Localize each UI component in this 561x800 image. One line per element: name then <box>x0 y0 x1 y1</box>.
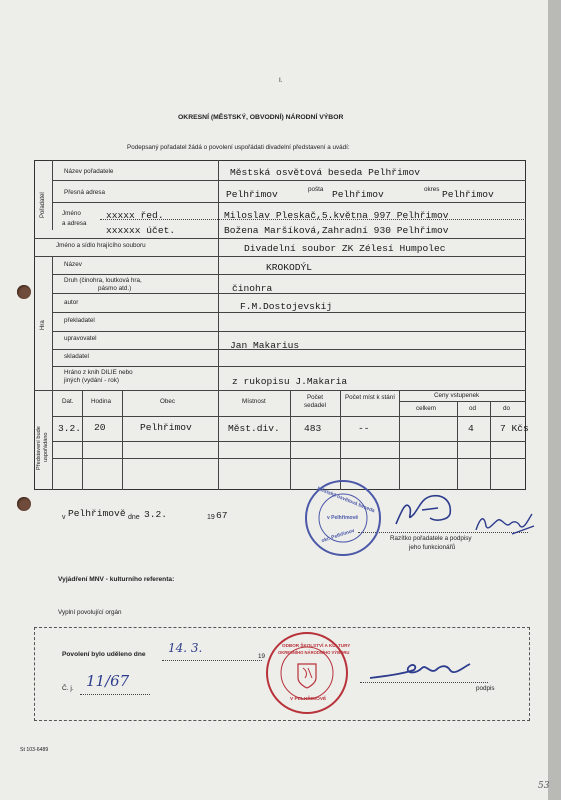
upravovatel-value: Jan Makarius <box>230 340 300 351</box>
predstaveni-label-2: uspořádáno <box>43 432 49 462</box>
col-mistnost-header: Místnost <box>242 398 266 405</box>
organizer-signature-2 <box>472 500 542 540</box>
row-cena-do: 7 Kčs <box>500 423 529 434</box>
signing-caption-1: Razítko pořadatele a podpisy <box>390 535 472 542</box>
soubor-label: Jméno a sídlo hrajícího souboru <box>56 242 146 249</box>
col-dat-header: Dat. <box>62 398 74 405</box>
v-label: v <box>62 514 66 521</box>
hra-nazev-label: Název <box>64 261 82 268</box>
autor-value: F.M.Dostojevskij <box>240 301 333 312</box>
druh-value: činohra <box>232 283 273 294</box>
signing-caption-2: jeho funkcionářů <box>409 544 456 551</box>
row-hodina: 20 <box>94 422 106 433</box>
organ-label: Vyplní povolující orgán <box>58 609 122 616</box>
signing-date: 3.2. <box>144 509 168 520</box>
form-title: OKRESNÍ (MĚSTSKÝ, OBVODNÍ) NÁRODNÍ VÝBOR <box>178 114 344 121</box>
row-dat: 3.2. <box>58 423 82 434</box>
signing-place: Pelhřimově <box>68 508 126 519</box>
signing-year: 67 <box>216 510 228 521</box>
soubor-value: Divadelní soubor ZK Zélesí Humpolec <box>244 243 446 254</box>
punch-hole-top <box>17 285 31 299</box>
nazev-poradatele-label: Název pořadatele <box>64 168 114 175</box>
authority-stamp-text-1: ODBOR ŠKOLSTVÍ A KULTURY <box>282 643 351 648</box>
prekladatel-label: překladatel <box>64 317 95 324</box>
posta-value: Pelhřimov <box>332 189 384 200</box>
cj-value: 11/67 <box>86 672 130 690</box>
povoleni-date: 14. 3. <box>168 641 203 655</box>
povoleni-label: Povolení bylo uděleno dne <box>62 651 146 658</box>
podpis-label: podpis <box>476 685 495 692</box>
mnv-label: Vyjádření MNV - kulturního referenta: <box>58 576 175 583</box>
row-pocet-mist: -- <box>358 423 370 434</box>
col-do-header: do <box>503 405 511 412</box>
dne-label: dne <box>128 514 140 521</box>
authority-stamp-text-3: V PELHŘIMOVĚ <box>290 697 327 702</box>
skladatel-label: skladatel <box>64 353 89 360</box>
signing-year-prefix: 19 <box>207 514 215 521</box>
col-pocet-mist-header: Počet míst k stání <box>344 394 396 401</box>
hra-section-label: Hra <box>40 320 46 330</box>
organizer-stamp-text-3: okr. Pelhřimov <box>320 527 356 545</box>
predstaveni-label-1: Představení bude <box>36 426 42 470</box>
organizer-stamp-text-2: v Pelhřimově <box>327 515 359 521</box>
cj-label: Č. j. <box>62 685 74 692</box>
punch-hole-bottom <box>17 497 31 511</box>
hrano-label-1: Hráno z knih DILIE nebo <box>64 369 133 376</box>
a-adresa-label: a adresa <box>62 220 87 227</box>
ucetni-value: Božena Maršíková,Zahradní 930 Pelhřimov <box>224 225 449 236</box>
row-obec: Pelhřimov <box>140 422 192 433</box>
okres-value: Pelhřimov <box>442 189 494 200</box>
hra-nazev-value: KROKODÝL <box>266 262 313 273</box>
posta-label: pošta <box>308 186 324 193</box>
page-number: 53 <box>538 781 550 791</box>
okres-label: okres <box>424 186 440 193</box>
povoleni-year-prefix: 19 <box>258 653 266 660</box>
druh-label-2: pásmo atd.) <box>98 285 132 292</box>
form-intro: Podepsaný pořadatel žádá o povolení uspořádati divadelní představení a uvádí: <box>127 144 350 151</box>
organizer-stamp-text-1: Městská osvětová beseda <box>316 485 376 515</box>
autor-label: autor <box>64 299 79 306</box>
nazev-poradatele-value: Městská osvětová beseda Pelhřimov <box>230 167 420 178</box>
form-number: St 103-6489 <box>20 747 49 753</box>
col-pocet-sedadel-header: Počet sedadel <box>303 394 327 409</box>
upravovatel-label: upravovatel <box>64 335 97 342</box>
hrano-value: z rukopisu J.Makaria <box>232 376 348 387</box>
hrano-label-2: jiných (vydání - rok) <box>64 377 119 384</box>
col-od-header: od <box>469 405 477 412</box>
jmeno-label: Jméno <box>62 210 81 217</box>
presna-adresa-label: Přesná adresa <box>64 189 105 196</box>
col-celkem-header: celkem <box>416 405 436 412</box>
col-hodina-header: Hodina <box>91 398 111 405</box>
row-mistnost: Měst.div. <box>228 423 280 434</box>
col-obec-header: Obec <box>160 398 176 405</box>
organizer-signature-1 <box>392 480 482 530</box>
authority-stamp-text-2: OKRESNÍHO NÁRODNÍHO VÝBORU <box>278 650 350 655</box>
row-pocet-sedadel: 483 <box>304 423 322 434</box>
reditel-value: Miloslav Pleskač,5.května 997 Pelhřimov <box>224 210 449 221</box>
ucetni-role: xxxxxx účet. <box>106 225 176 236</box>
reditel-role: xxxxx řed. <box>106 210 164 221</box>
adresa-city-value: Pelhřimov <box>226 189 278 200</box>
organizer-stamp <box>305 480 381 556</box>
authority-stamp <box>266 632 351 714</box>
druh-label-1: Druh (činohra, loutková hra, <box>64 277 142 284</box>
authority-signature <box>366 650 476 690</box>
row-cena-od: 4 <box>468 423 474 434</box>
col-ceny-header: Ceny vstupenek <box>434 392 480 399</box>
poradatel-section-label: Pořadatel <box>40 192 46 218</box>
roman-numeral: I. <box>279 77 283 84</box>
